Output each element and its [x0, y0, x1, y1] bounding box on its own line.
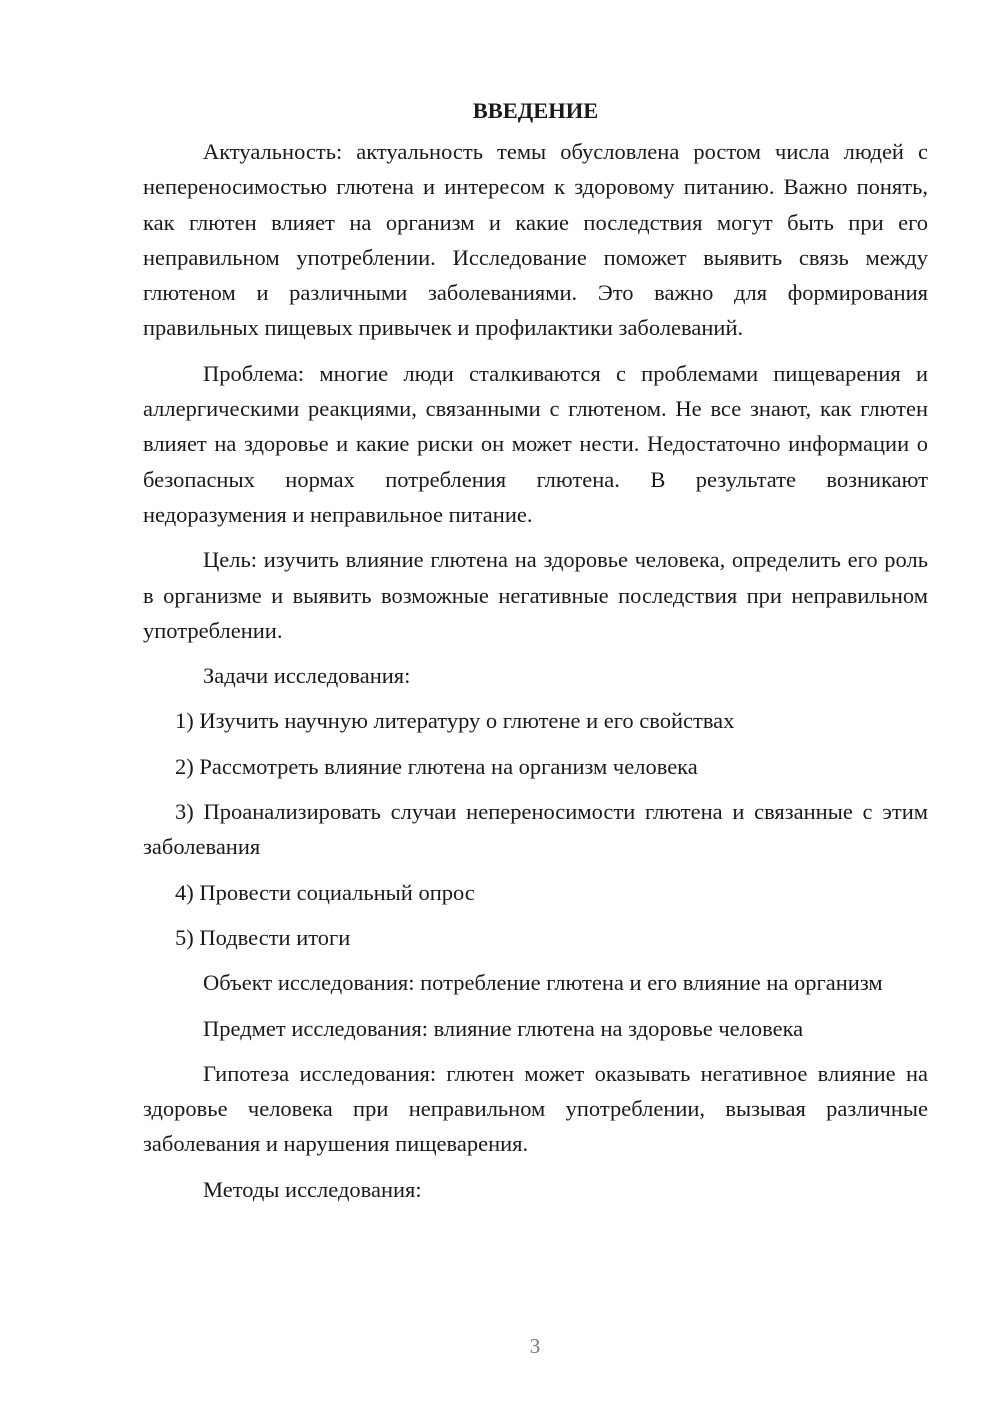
task-item-2: 2) Рассмотреть влияние глютена на организм человека — [175, 753, 698, 779]
page-title: ВВЕДЕНИЕ — [472, 98, 599, 123]
methods-heading: Методы исследования: — [203, 1176, 422, 1202]
task-item-3: 3) Проанализировать случаи непереносимости глютена и связанные с этим заболевания — [143, 799, 928, 860]
problem-paragraph: Проблема: многие люди сталкиваются с проблемами пищеварения и аллергическими реакциями, связанными с глютеном. Не все знают, как глютен влияет на здоровье и какие риски он может нести. Недостаточно информации о безопасных нормах потребления глютена. В результате возникают недоразумения и неправильное питание. — [143, 360, 928, 527]
hypothesis-paragraph: Гипотеза исследования: глютен может оказывать негативное влияние на здоровье человека при неправильном употреблении, вызывая различные заболевания и нарушения пищеварения. — [143, 1060, 928, 1157]
task-item-1: 1) Изучить научную литературу о глютене и его свойствах — [175, 708, 735, 734]
object-paragraph: Объект исследования: потребление глютена и его влияние на организм — [203, 970, 883, 996]
task-item-4: 4) Провести социальный опрос — [175, 879, 475, 905]
page-content — [143, 96, 928, 1217]
task-item-5: 5) Подвести итоги — [175, 924, 351, 950]
page-number: 3 — [529, 1334, 541, 1358]
goal-paragraph: Цель: изучить влияние глютена на здоровье человека, определить его роль в организме и выявить возможные негативные последствия при неправильном употреблении. — [143, 547, 928, 643]
tasks-heading: Задачи исследования: — [203, 663, 411, 689]
subject-paragraph: Предмет исследования: влияние глютена на здоровье человека — [203, 1015, 804, 1041]
relevance-paragraph: Актуальность: актуальность темы обусловлена ростом числа людей с непереносимостью глютена и интересом к здоровому питанию. Важно понять, как глютен влияет на организм и какие последствия могут быть при его неправильном употреблении. Исследование поможет выявить связь между глютеном и различными заболеваниями. Это важно для формирования правильных пищевых привычек и профилактики заболеваний. — [143, 139, 928, 341]
